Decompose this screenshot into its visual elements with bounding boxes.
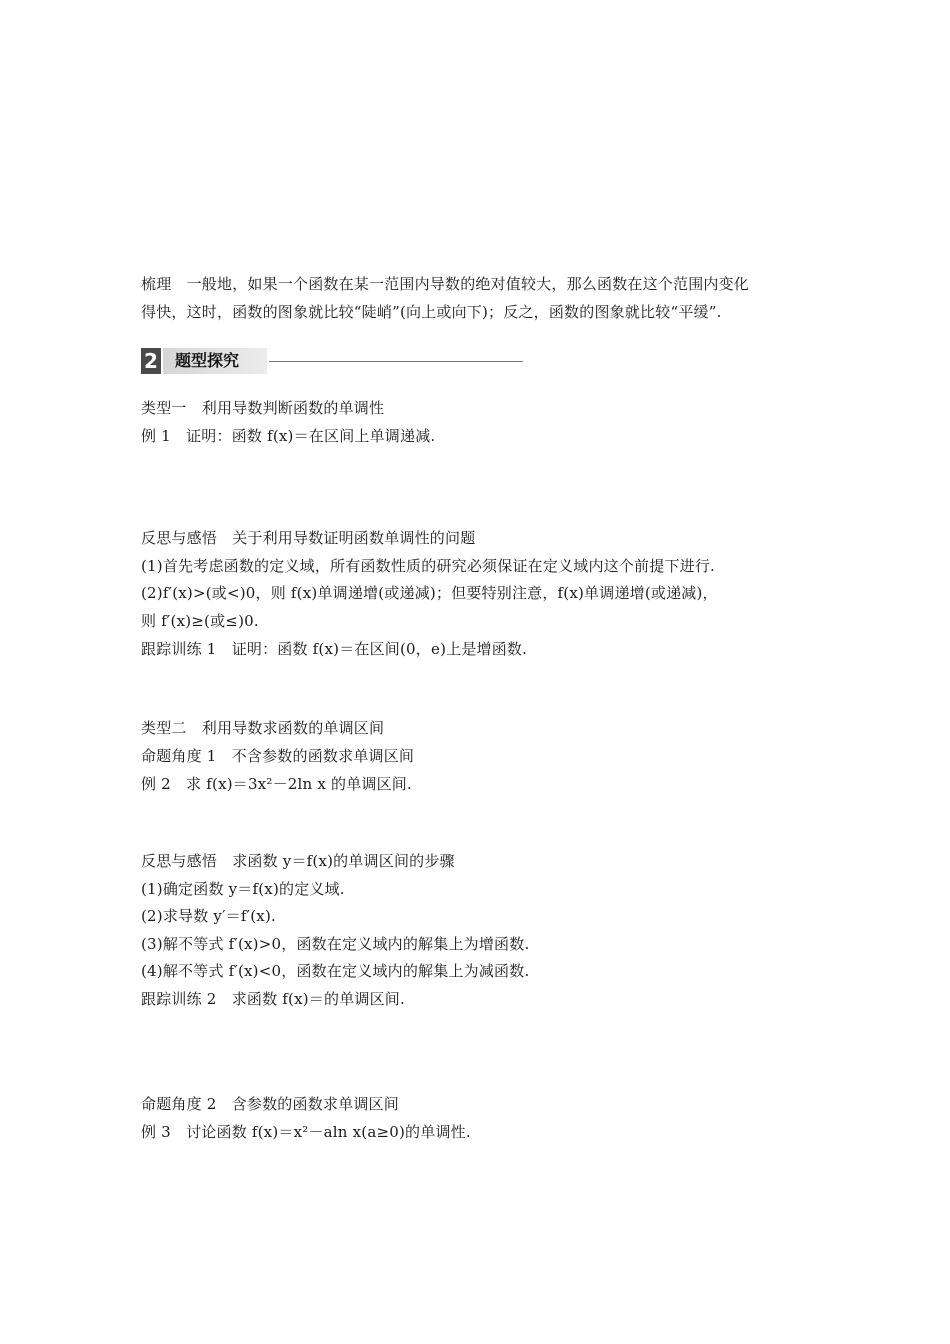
example-1: 例 1 证明：函数 f(x)＝在区间上单调递减. [141, 427, 436, 445]
reflection1-item-1: (1)首先考虑函数的定义域，所有函数性质的研究必须保证在定义域内这个前提下进行. [141, 557, 716, 575]
reflection1-item-2: (2)f′(x)>(或<)0，则 f(x)单调递增(或递减)；但要特别注意，f(x)单调递增(或递减)， [141, 584, 718, 602]
example-3: 例 3 讨论函数 f(x)＝x²－aln x(a≥0)的单调性. [141, 1123, 471, 1141]
type1-heading: 类型一 利用导数判断函数的单调性 [141, 399, 385, 417]
reflection2-step-3: (3)解不等式 f′(x)>0，函数在定义域内的解集上为增函数. [141, 935, 530, 953]
section-divider [269, 361, 523, 362]
example-2: 例 2 求 f(x)＝3x²－2ln x 的单调区间. [141, 775, 412, 793]
section-header [141, 348, 523, 374]
practice-2: 跟踪训练 2 求函数 f(x)＝的单调区间. [141, 990, 405, 1008]
type2-heading: 类型二 利用导数求函数的单调区间 [141, 719, 385, 737]
summary-line-2: 得快，这时，函数的图象就比较“陡峭”(向上或向下)；反之，函数的图象就比较“平缓”. [141, 303, 722, 321]
angle2-heading: 命题角度 2 含参数的函数求单调区间 [141, 1095, 399, 1113]
summary-line-1: 梳理 一般地，如果一个函数在某一范围内导数的绝对值较大，那么函数在这个范围内变化 [141, 275, 750, 293]
reflection2-step-1: (1)确定函数 y＝f(x)的定义域. [141, 880, 345, 898]
section-title: 题型探究 [163, 348, 267, 374]
reflection2-step-2: (2)求导数 y′＝f′(x). [141, 907, 276, 925]
reflection2-heading: 反思与感悟 求函数 y＝f(x)的单调区间的步骤 [141, 852, 455, 870]
reflection1-item-2b: 则 f′(x)≥(或≤)0. [141, 612, 259, 630]
section-number: 2 [141, 348, 161, 374]
reflection2-step-4: (4)解不等式 f′(x)<0，函数在定义域内的解集上为减函数. [141, 962, 530, 980]
reflection1-heading: 反思与感悟 关于利用导数证明函数单调性的问题 [141, 529, 476, 547]
practice-1: 跟踪训练 1 证明：函数 f(x)＝在区间(0，e)上是增函数. [141, 640, 528, 658]
angle1-heading: 命题角度 1 不含参数的函数求单调区间 [141, 747, 415, 765]
